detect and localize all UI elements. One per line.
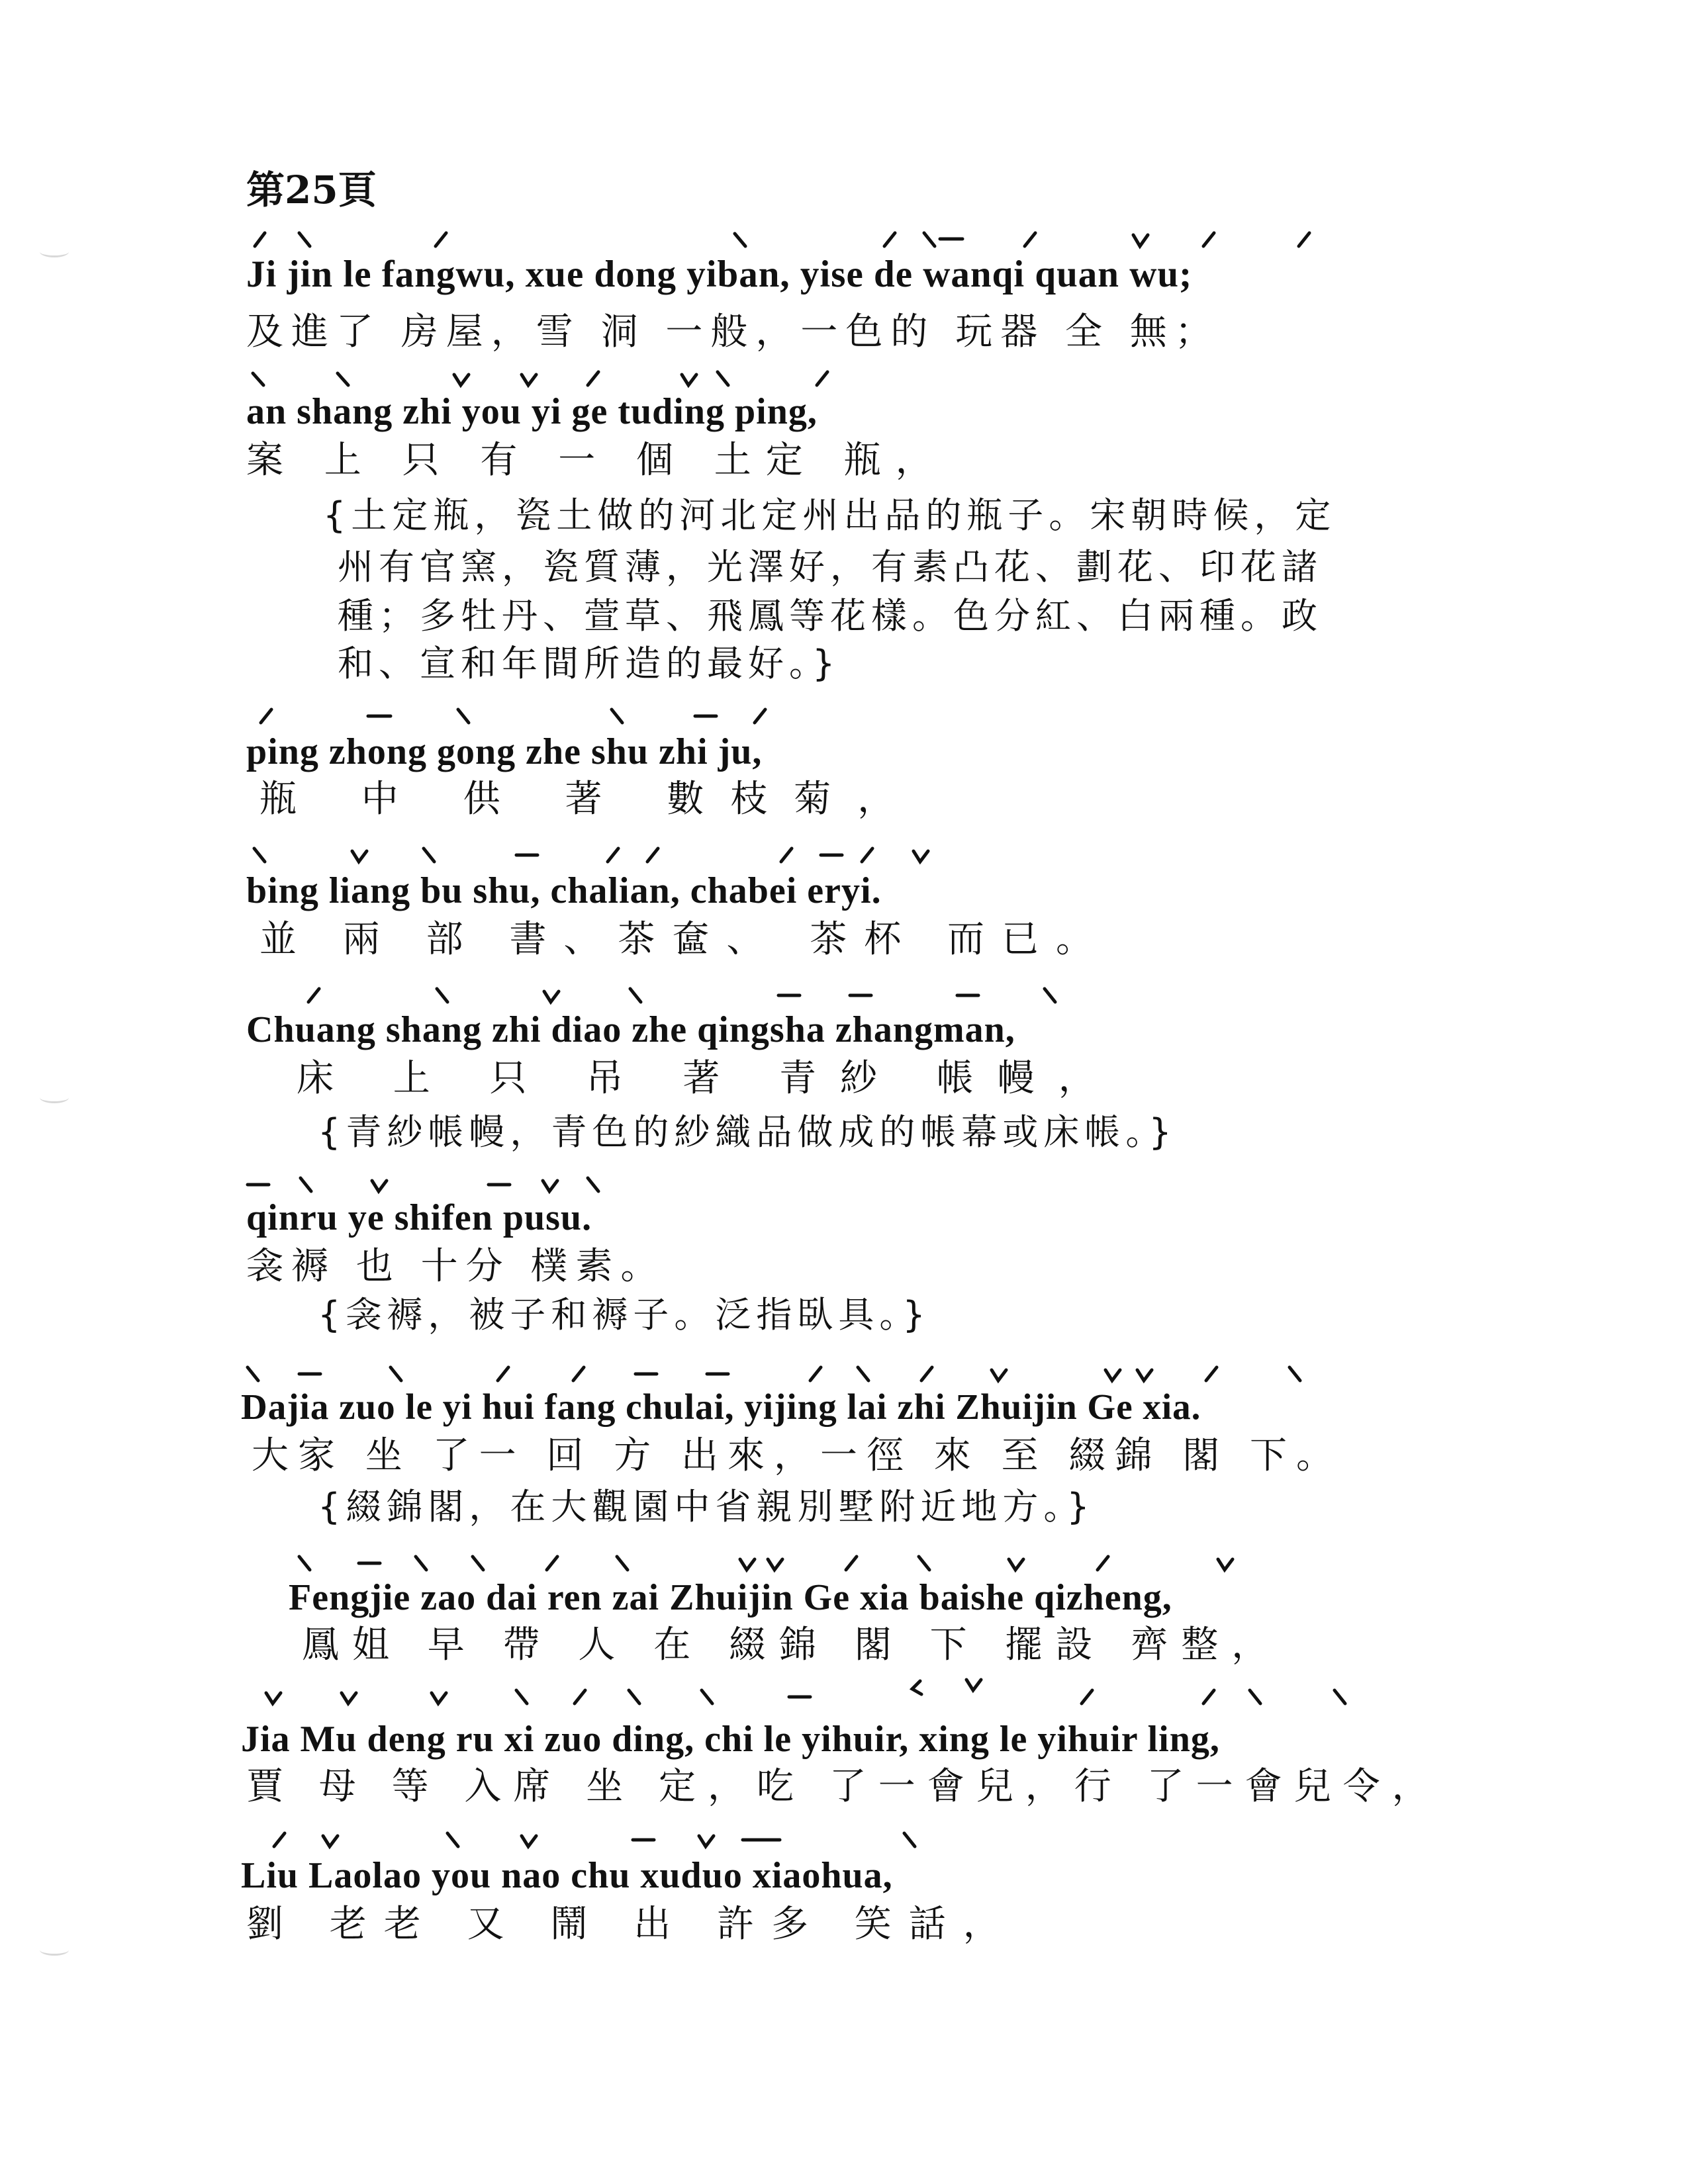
pinyin-line-9: Jia Mu deng ru xi zuo ding, chi le yihuir, xing le yihuir ling,	[241, 1719, 1220, 1760]
tone-mark	[768, 1559, 782, 1570]
tone-mark	[1218, 1559, 1233, 1570]
tone-mark	[912, 1681, 921, 1694]
tone-mark	[1335, 1690, 1345, 1704]
tone-mark	[588, 372, 598, 385]
tone-mark	[547, 1557, 557, 1570]
tone-mark	[1206, 1367, 1217, 1381]
hanzi-line-5: 床 上 只 吊 著 青紗 帳幔，	[297, 1057, 1119, 1100]
tone-mark	[516, 1690, 527, 1704]
tone-mark	[338, 373, 348, 385]
pinyin-line-6: qinru ye shifen pusu.	[246, 1197, 592, 1238]
tone-mark	[301, 1178, 311, 1191]
punch-hole-mark-top	[40, 246, 69, 257]
tone-mark	[522, 375, 536, 385]
tone-mark	[1250, 1690, 1260, 1704]
tone-mark	[966, 1680, 981, 1690]
tone-mark	[416, 1557, 426, 1570]
note-line-7-1: {綴錦閣，在大觀園中省親別墅附近地方。}	[318, 1486, 1095, 1527]
tone-mark	[682, 375, 696, 385]
tone-mark	[436, 233, 446, 246]
note-line-2-4: 和、宣和年間所造的最好。}	[338, 643, 841, 684]
tone-mark	[437, 989, 447, 1002]
tone-mark	[261, 709, 271, 723]
tone-mark	[432, 1693, 446, 1704]
tone-mark	[921, 1367, 932, 1381]
tone-mark	[612, 709, 622, 723]
hanzi-line-9: 賈 母 等 入席 坐 定，吃 了一會兒，行 了一會兒令，	[246, 1765, 1441, 1808]
tone-mark	[781, 848, 792, 862]
hanzi-line-8: 鳳姐 早 帶 人 在 綴錦 閣 下 擺設 齊整，	[302, 1623, 1282, 1666]
note-line-5-1: {青紗帳幔，青色的紗織品做成的帳幕或床帳。}	[318, 1111, 1177, 1153]
pinyin-line-4: bing liang bu shu, chalian, chabei eryi.	[246, 870, 882, 911]
tone-mark	[1082, 1690, 1092, 1704]
tone-mark	[735, 234, 745, 246]
page-number: 第25頁	[246, 167, 377, 212]
tone-mark	[274, 1833, 285, 1846]
tone-mark	[1045, 989, 1055, 1002]
hanzi-line-2: 案 上 只 有 一 個 土定 瓶，	[246, 439, 947, 482]
tone-mark	[1098, 1557, 1108, 1570]
pinyin-line-7: Dajia zuo le yi hui fang chulai, yijing lai zhi Zhuijin Ge xia.	[241, 1387, 1201, 1427]
tone-mark	[924, 233, 935, 246]
tone-mark	[253, 373, 263, 385]
tone-mark	[608, 848, 618, 862]
tone-mark	[904, 1833, 915, 1846]
tone-mark	[323, 1836, 338, 1846]
tone-mark	[884, 233, 895, 246]
tone-mark	[352, 851, 367, 862]
tone-mark	[522, 1836, 536, 1846]
tone-mark	[447, 1833, 458, 1846]
tone-mark	[1133, 235, 1148, 246]
pinyin-line-2: an shang zhi you yi ge tuding ping,	[246, 391, 818, 432]
note-line-2-1: {土定瓶，瓷土做的河北定州出品的瓶子。宋朝時候，定	[323, 494, 1336, 536]
note-line-6-1: {衾褥，被子和褥子。泛指臥具。}	[318, 1294, 931, 1336]
punch-hole-mark-middle	[40, 1092, 69, 1103]
tone-mark	[573, 1367, 584, 1381]
pinyin-line-3: ping zhong gong zhe shu zhi ju,	[246, 731, 763, 772]
tone-mark	[254, 848, 265, 862]
pinyin-line-5: Chuang shang zhi diao zhe qingsha zhangman,	[246, 1009, 1015, 1050]
tone-mark	[575, 1690, 585, 1704]
tone-mark	[1105, 1370, 1120, 1381]
tone-mark	[817, 372, 827, 385]
note-line-2-2: 州有官窯，瓷質薄，光澤好，有素凸花、劃花、印花諸	[338, 546, 1323, 588]
hanzi-line-4: 並 兩 部 書、茶奩、 茶杯 而已。	[259, 918, 1111, 961]
tone-mark	[391, 1367, 401, 1381]
tone-mark	[308, 989, 319, 1002]
hanzi-line-7: 大家 坐 了一 回 方 出來，一徑 來 至 綴錦 閣 下。	[252, 1434, 1343, 1477]
tone-mark	[914, 851, 928, 862]
tone-mark	[992, 1370, 1006, 1381]
tone-mark	[699, 1836, 714, 1846]
tone-mark	[718, 372, 728, 385]
tone-mark	[248, 1367, 258, 1381]
tone-mark	[299, 233, 310, 246]
tone-mark	[1299, 233, 1309, 246]
tone-mark	[342, 1693, 356, 1704]
punch-hole-mark-bottom	[40, 1944, 69, 1956]
tone-mark	[862, 848, 872, 862]
hanzi-line-10: 劉 老老 又 鬧 出 許多 笑話，	[246, 1903, 1017, 1946]
tone-mark	[424, 848, 434, 862]
tone-mark	[1009, 1559, 1023, 1570]
tone-mark	[630, 989, 641, 1002]
tone-mark	[1203, 233, 1214, 246]
tone-mark	[543, 1181, 557, 1191]
tone-mark	[755, 709, 765, 723]
tone-mark	[810, 1367, 821, 1381]
tone-mark	[846, 1557, 857, 1570]
tone-mark	[372, 1181, 387, 1191]
tone-mark	[588, 1178, 598, 1191]
tone-mark	[458, 709, 469, 723]
tone-mark	[702, 1690, 712, 1704]
tone-mark	[454, 375, 469, 385]
pinyin-line-8: Fengjie zao dai ren zai Zhuijin Ge xia baishe qizheng,	[289, 1577, 1172, 1618]
hanzi-line-3: 瓶 中 供 著 數枝菊，	[259, 778, 921, 821]
pinyin-line-1: Ji jin le fangwu, xue dong yiban, yise de wanqi quan wu;	[246, 253, 1193, 295]
tone-mark	[919, 1557, 929, 1570]
tone-mark	[498, 1367, 508, 1381]
tone-mark	[266, 1693, 281, 1704]
tone-mark	[647, 848, 658, 862]
tone-mark	[255, 233, 265, 246]
tone-mark	[299, 1557, 310, 1570]
tone-mark	[1025, 233, 1035, 246]
hanzi-line-6: 衾褥 也 十分 樸素。	[246, 1245, 666, 1288]
tone-mark	[544, 991, 559, 1002]
tone-mark	[629, 1690, 639, 1704]
hanzi-line-1: 及進了 房屋，雪 洞 一般，一色的 玩器 全 無；	[246, 310, 1220, 353]
tone-mark	[617, 1557, 628, 1570]
tone-mark	[1203, 1690, 1214, 1704]
note-line-2-3: 種；多牡丹、萱草、飛鳳等花樣。色分紅、白兩種。政	[338, 595, 1323, 637]
tone-mark	[1289, 1367, 1300, 1381]
tone-mark	[1137, 1370, 1152, 1381]
tone-mark	[473, 1557, 483, 1570]
pinyin-line-10: Liu Laolao you nao chu xuduo xiaohua,	[241, 1855, 893, 1896]
tone-mark	[858, 1367, 868, 1381]
tone-mark	[740, 1559, 755, 1570]
